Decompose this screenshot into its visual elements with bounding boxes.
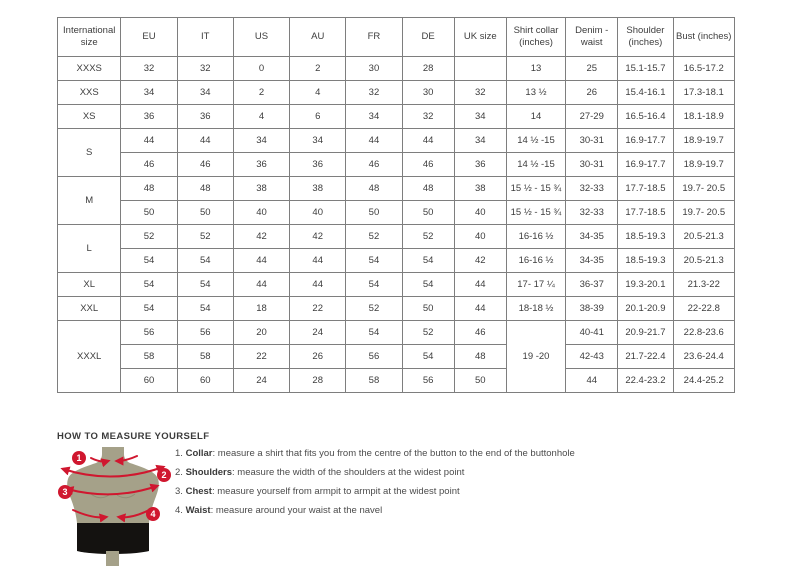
table-cell: 36 <box>121 105 177 129</box>
table-cell: 34-35 <box>566 249 618 273</box>
table-cell: 44 <box>566 369 618 393</box>
step-term: Collar <box>185 448 213 459</box>
measure-step <box>175 482 575 501</box>
table-cell: 26 <box>290 345 346 369</box>
table-cell: 15.1-15.7 <box>618 57 673 81</box>
table-cell: XXS <box>58 81 121 105</box>
table-cell: 13 <box>506 57 565 81</box>
table-cell: 58 <box>177 345 233 369</box>
svg-text:3: 3 <box>62 487 68 498</box>
table-cell: 32-33 <box>566 177 618 201</box>
table-cell: 48 <box>346 177 402 201</box>
table-cell: 18.9-19.7 <box>673 153 734 177</box>
table-cell: 40-41 <box>566 321 618 345</box>
table-cell: 52 <box>402 321 454 345</box>
table-cell: 38 <box>290 177 346 201</box>
svg-text:1: 1 <box>76 453 82 464</box>
table-cell: 16.9-17.7 <box>618 129 673 153</box>
table-cell: 54 <box>121 273 177 297</box>
size-chart-table <box>57 17 735 393</box>
table-cell: 34 <box>454 129 506 153</box>
step-number: 3. <box>175 486 183 497</box>
table-cell: 54 <box>402 345 454 369</box>
table-cell: 52 <box>346 225 402 249</box>
table-cell: 54 <box>177 249 233 273</box>
table-cell: 36 <box>177 105 233 129</box>
table-cell: 38 <box>233 177 289 201</box>
table-cell: 2 <box>233 81 289 105</box>
measure-step <box>175 463 575 482</box>
svg-text:4: 4 <box>150 509 156 520</box>
table-cell <box>454 57 506 81</box>
table-cell: 19 -20 <box>506 321 565 393</box>
table-cell: 46 <box>121 153 177 177</box>
table-cell: 34 <box>290 129 346 153</box>
measure-step <box>175 444 575 463</box>
table-cell: 19.7- 20.5 <box>673 201 734 225</box>
table-cell: 54 <box>121 249 177 273</box>
table-cell: 44 <box>290 273 346 297</box>
measure-step <box>175 501 575 520</box>
table-cell: 38 <box>454 177 506 201</box>
table-cell: 16-16 ½ <box>506 249 565 273</box>
table-cell: XXXS <box>58 57 121 81</box>
table-cell: 18.1-18.9 <box>673 105 734 129</box>
step-text: : measure the width of the shoulders at the widest point <box>232 467 465 478</box>
table-cell: 58 <box>121 345 177 369</box>
table-row <box>58 345 735 369</box>
table-cell: 24.4-25.2 <box>673 369 734 393</box>
table-cell: L <box>58 225 121 273</box>
table-cell: 54 <box>177 297 233 321</box>
size-chart-body <box>58 57 735 393</box>
table-cell: 26 <box>566 81 618 105</box>
column-header: UK size <box>454 18 506 57</box>
column-header: Bust (inches) <box>673 18 734 57</box>
table-cell: 4 <box>290 81 346 105</box>
how-to-measure-title: HOW TO MEASURE YOURSELF <box>57 431 210 442</box>
table-cell: XS <box>58 105 121 129</box>
table-cell: 14 ½ -15 <box>506 129 565 153</box>
table-cell: 19.7- 20.5 <box>673 177 734 201</box>
table-cell: 54 <box>346 249 402 273</box>
table-cell: 18 <box>233 297 289 321</box>
table-cell: 34 <box>233 129 289 153</box>
measure-steps <box>175 444 575 520</box>
table-cell: 54 <box>177 273 233 297</box>
table-cell: 34-35 <box>566 225 618 249</box>
table-cell: 32 <box>121 57 177 81</box>
table-cell: 14 ½ -15 <box>506 153 565 177</box>
table-cell: S <box>58 129 121 177</box>
table-cell: 44 <box>454 297 506 321</box>
table-cell: 16-16 ½ <box>506 225 565 249</box>
table-cell: 56 <box>121 321 177 345</box>
table-cell: 21.7-22.4 <box>618 345 673 369</box>
table-cell: 46 <box>346 153 402 177</box>
table-cell: 27-29 <box>566 105 618 129</box>
mannequin-illustration <box>55 446 173 566</box>
table-cell: 40 <box>233 201 289 225</box>
table-row <box>58 105 735 129</box>
table-cell: XXL <box>58 297 121 321</box>
step-text: : measure a shirt that fits you from the centre of the button to the end of the buttonhole <box>212 448 575 459</box>
table-cell: 20.5-21.3 <box>673 225 734 249</box>
table-cell: 52 <box>346 297 402 321</box>
table-cell: 50 <box>402 297 454 321</box>
table-cell: 32 <box>454 81 506 105</box>
table-cell: XL <box>58 273 121 297</box>
marker-4-badge <box>146 507 160 521</box>
table-row <box>58 81 735 105</box>
table-cell: 22-22.8 <box>673 297 734 321</box>
table-cell: 50 <box>177 201 233 225</box>
column-header: DE <box>402 18 454 57</box>
table-cell: 34 <box>346 105 402 129</box>
column-header: IT <box>177 18 233 57</box>
column-header: FR <box>346 18 402 57</box>
step-term: Chest <box>185 486 212 497</box>
table-cell: 54 <box>346 321 402 345</box>
table-cell: 56 <box>346 345 402 369</box>
column-header: International size <box>58 18 121 57</box>
table-cell: 18.5-19.3 <box>618 225 673 249</box>
table-row <box>58 225 735 249</box>
table-cell: 56 <box>402 369 454 393</box>
table-cell: 30-31 <box>566 153 618 177</box>
table-row <box>58 249 735 273</box>
table-cell: 36 <box>290 153 346 177</box>
mannequin-torso <box>67 447 159 566</box>
table-cell: 54 <box>402 273 454 297</box>
mannequin-stand <box>106 551 119 566</box>
table-cell: 22.8-23.6 <box>673 321 734 345</box>
table-cell: 44 <box>177 129 233 153</box>
table-cell: 20 <box>233 321 289 345</box>
table-row <box>58 201 735 225</box>
table-cell: 52 <box>121 225 177 249</box>
header-row <box>58 18 735 57</box>
table-cell: 50 <box>454 369 506 393</box>
table-cell: 54 <box>121 297 177 321</box>
table-cell: 20.1-20.9 <box>618 297 673 321</box>
table-cell: 18.5-19.3 <box>618 249 673 273</box>
table-cell: 16.5-17.2 <box>673 57 734 81</box>
table-row <box>58 369 735 393</box>
table-cell: 44 <box>121 129 177 153</box>
table-cell: 20.9-21.7 <box>618 321 673 345</box>
table-cell: 32-33 <box>566 201 618 225</box>
svg-text:2: 2 <box>161 470 167 481</box>
table-cell: 46 <box>177 153 233 177</box>
column-header: US <box>233 18 289 57</box>
table-cell: 50 <box>402 201 454 225</box>
table-cell: 34 <box>177 81 233 105</box>
column-header: Denim - waist <box>566 18 618 57</box>
table-cell: 54 <box>346 273 402 297</box>
table-cell: XXXL <box>58 321 121 393</box>
table-row <box>58 297 735 321</box>
table-cell: 17.7-18.5 <box>618 177 673 201</box>
table-cell: 48 <box>454 345 506 369</box>
table-cell: 44 <box>346 129 402 153</box>
table-cell: 40 <box>454 225 506 249</box>
table-cell: 56 <box>177 321 233 345</box>
table-row <box>58 177 735 201</box>
table-cell: 18.9-19.7 <box>673 129 734 153</box>
table-cell: 18-18 ½ <box>506 297 565 321</box>
table-row <box>58 273 735 297</box>
column-header: AU <box>290 18 346 57</box>
table-cell: 6 <box>290 105 346 129</box>
table-cell: 40 <box>290 201 346 225</box>
table-cell: 44 <box>233 273 289 297</box>
table-cell: 58 <box>346 369 402 393</box>
table-cell: 15.4-16.1 <box>618 81 673 105</box>
table-cell: 15 ½ - 15 ¾ <box>506 201 565 225</box>
table-cell: 23.6-24.4 <box>673 345 734 369</box>
table-row <box>58 321 735 345</box>
step-term: Shoulders <box>185 467 233 478</box>
step-number: 1. <box>175 448 183 459</box>
table-cell: 2 <box>290 57 346 81</box>
table-cell: 32 <box>402 105 454 129</box>
table-cell: 21.3-22 <box>673 273 734 297</box>
table-cell: 36 <box>233 153 289 177</box>
table-cell: 24 <box>233 369 289 393</box>
table-cell: 28 <box>290 369 346 393</box>
table-cell: 36-37 <box>566 273 618 297</box>
table-row <box>58 57 735 81</box>
table-cell: 36 <box>454 153 506 177</box>
table-cell: 38-39 <box>566 297 618 321</box>
marker-3-badge <box>58 485 72 499</box>
table-cell: 17.3-18.1 <box>673 81 734 105</box>
step-number: 2. <box>175 467 183 478</box>
table-cell: 46 <box>402 153 454 177</box>
table-cell: 4 <box>233 105 289 129</box>
table-cell: 50 <box>346 201 402 225</box>
table-cell: 34 <box>454 105 506 129</box>
size-chart-section <box>57 17 735 393</box>
step-term: Waist <box>185 505 211 516</box>
table-cell: 17.7-18.5 <box>618 201 673 225</box>
table-cell: 34 <box>121 81 177 105</box>
table-cell: 22 <box>290 297 346 321</box>
table-cell: 30 <box>402 81 454 105</box>
table-cell: 28 <box>402 57 454 81</box>
table-cell: 48 <box>121 177 177 201</box>
table-cell: 42 <box>454 249 506 273</box>
table-cell: 44 <box>233 249 289 273</box>
size-chart-header <box>58 18 735 57</box>
table-cell: 42-43 <box>566 345 618 369</box>
column-header: Shirt collar (inches) <box>506 18 565 57</box>
table-cell: 48 <box>177 177 233 201</box>
table-cell: 42 <box>233 225 289 249</box>
table-cell: 16.9-17.7 <box>618 153 673 177</box>
column-header: Shoulder (inches) <box>618 18 673 57</box>
table-cell: 17- 17 ¼ <box>506 273 565 297</box>
table-cell: M <box>58 177 121 225</box>
measurement-figure <box>55 446 173 566</box>
table-cell: 32 <box>346 81 402 105</box>
table-cell: 40 <box>454 201 506 225</box>
table-row <box>58 153 735 177</box>
table-cell: 24 <box>290 321 346 345</box>
table-row <box>58 129 735 153</box>
table-cell: 14 <box>506 105 565 129</box>
table-cell: 0 <box>233 57 289 81</box>
table-cell: 30 <box>346 57 402 81</box>
table-cell: 30-31 <box>566 129 618 153</box>
table-cell: 42 <box>290 225 346 249</box>
step-number: 4. <box>175 505 183 516</box>
table-cell: 48 <box>402 177 454 201</box>
step-text: : measure around your waist at the navel <box>210 505 383 516</box>
table-cell: 16.5-16.4 <box>618 105 673 129</box>
table-cell: 54 <box>402 249 454 273</box>
table-cell: 13 ½ <box>506 81 565 105</box>
table-cell: 32 <box>177 57 233 81</box>
table-cell: 52 <box>402 225 454 249</box>
column-header: EU <box>121 18 177 57</box>
table-cell: 22 <box>233 345 289 369</box>
marker-2-badge <box>157 468 171 482</box>
table-cell: 46 <box>454 321 506 345</box>
table-cell: 15 ½ - 15 ¾ <box>506 177 565 201</box>
table-cell: 44 <box>454 273 506 297</box>
table-cell: 44 <box>290 249 346 273</box>
mannequin-shorts <box>77 523 149 554</box>
table-cell: 22.4-23.2 <box>618 369 673 393</box>
step-text: : measure yourself from armpit to armpit at the widest point <box>211 486 460 497</box>
marker-1-badge <box>72 451 86 465</box>
table-cell: 44 <box>402 129 454 153</box>
table-cell: 25 <box>566 57 618 81</box>
table-cell: 50 <box>121 201 177 225</box>
table-cell: 60 <box>121 369 177 393</box>
table-cell: 19.3-20.1 <box>618 273 673 297</box>
table-cell: 20.5-21.3 <box>673 249 734 273</box>
table-cell: 60 <box>177 369 233 393</box>
table-cell: 52 <box>177 225 233 249</box>
